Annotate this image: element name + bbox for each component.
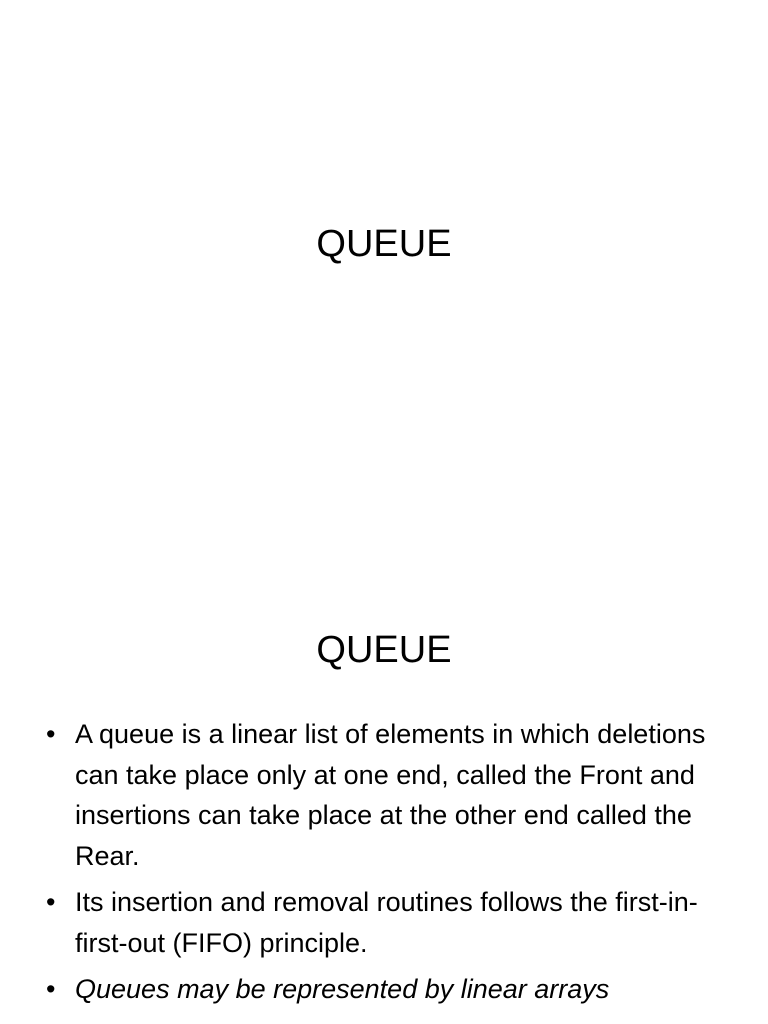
bullet-list bbox=[46, 714, 722, 1016]
bullet-text: Queues may be represented by linear arrays bbox=[75, 974, 610, 1004]
bullet-text: Its insertion and removal routines follows the first-in-first-out (FIFO) principle. bbox=[75, 887, 698, 958]
bullet-marker: • bbox=[46, 974, 56, 1004]
slide-content-page bbox=[0, 576, 768, 1024]
bullet-item bbox=[46, 714, 722, 876]
slide-heading: QUEUE bbox=[316, 629, 452, 671]
bullet-marker: • bbox=[46, 719, 56, 749]
slide-title: QUEUE bbox=[316, 223, 452, 265]
bullet-marker: • bbox=[46, 887, 56, 917]
bullet-item bbox=[46, 882, 722, 963]
bullet-text: A queue is a linear list of elements in which deletions can take place only at one end, called the Front and insertions can take place at the other end called the Rear. bbox=[75, 719, 706, 871]
bullet-item bbox=[46, 969, 722, 1010]
